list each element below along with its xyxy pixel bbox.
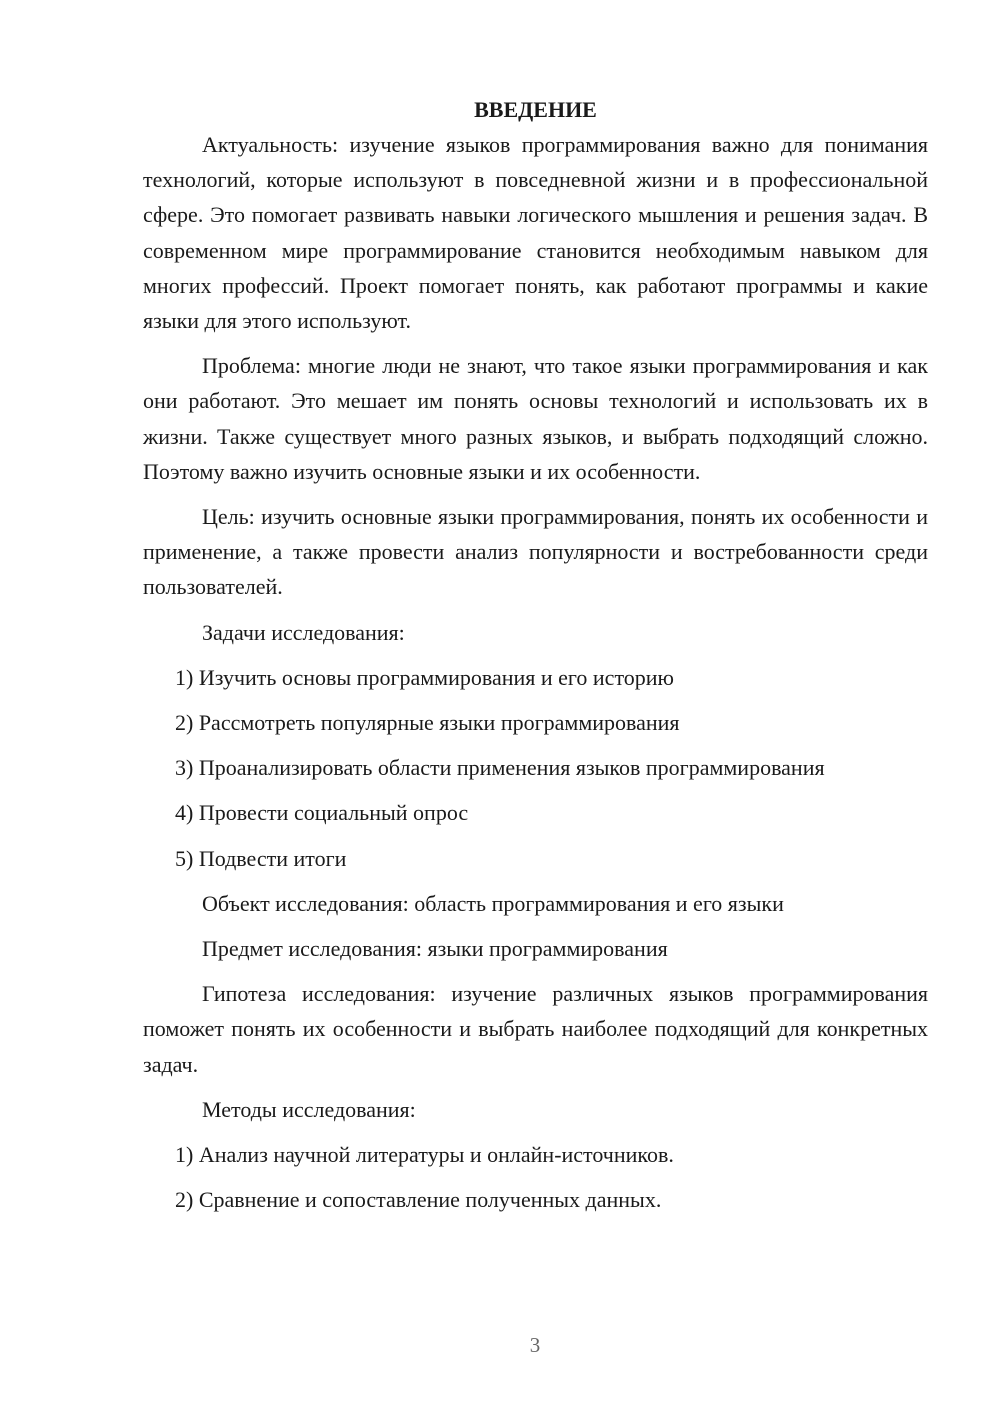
method-item-1: 1) Анализ научной литературы и онлайн-источников. <box>175 1142 674 1168</box>
research-subject: Предмет исследования: языки программирования <box>202 936 668 962</box>
relevance-paragraph: Актуальность: изучение языков программирования важно для понимания технологий, которые используют в повседневной жизни и в профессиональной сфере. Это помогает развивать навыки логического мышления и решения задач. В современном мире программирование становится необходимым навыком для многих профессий. Проект помогает понять, как работают программы и какие языки для этого используют. <box>143 132 928 334</box>
task-item-5: 5) Подвести итоги <box>175 845 347 871</box>
section-title: ВВЕДЕНИЕ <box>474 97 597 122</box>
research-object: Объект исследования: область программирования и его языки <box>202 890 784 916</box>
document-page <box>143 92 928 1227</box>
tasks-heading: Задачи исследования: <box>202 619 405 645</box>
method-item-2: 2) Сравнение и сопоставление полученных данных. <box>175 1187 662 1213</box>
task-item-3: 3) Проанализировать области применения языков программирования <box>175 755 825 781</box>
methods-heading: Методы исследования: <box>202 1096 416 1122</box>
goal-paragraph: Цель: изучить основные языки программирования, понять их особенности и применение, а также провести анализ популярности и востребованности среди пользователей. <box>143 504 928 600</box>
hypothesis-paragraph: Гипотеза исследования: изучение различных языков программирования поможет понять их особенности и выбрать наиболее подходящий для конкретных задач. <box>143 981 928 1077</box>
page-number: 3 <box>529 1333 541 1357</box>
task-item-1: 1) Изучить основы программирования и его историю <box>175 664 674 690</box>
task-item-4: 4) Провести социальный опрос <box>175 800 469 826</box>
task-item-2: 2) Рассмотреть популярные языки программирования <box>175 710 680 736</box>
problem-paragraph: Проблема: многие люди не знают, что такое языки программирования и как они работают. Это мешает им понять основы технологий и использовать их в жизни. Также существует много разных языков, и выбрать подходящий сложно. Поэтому важно изучить основные языки и их особенности. <box>143 353 928 484</box>
